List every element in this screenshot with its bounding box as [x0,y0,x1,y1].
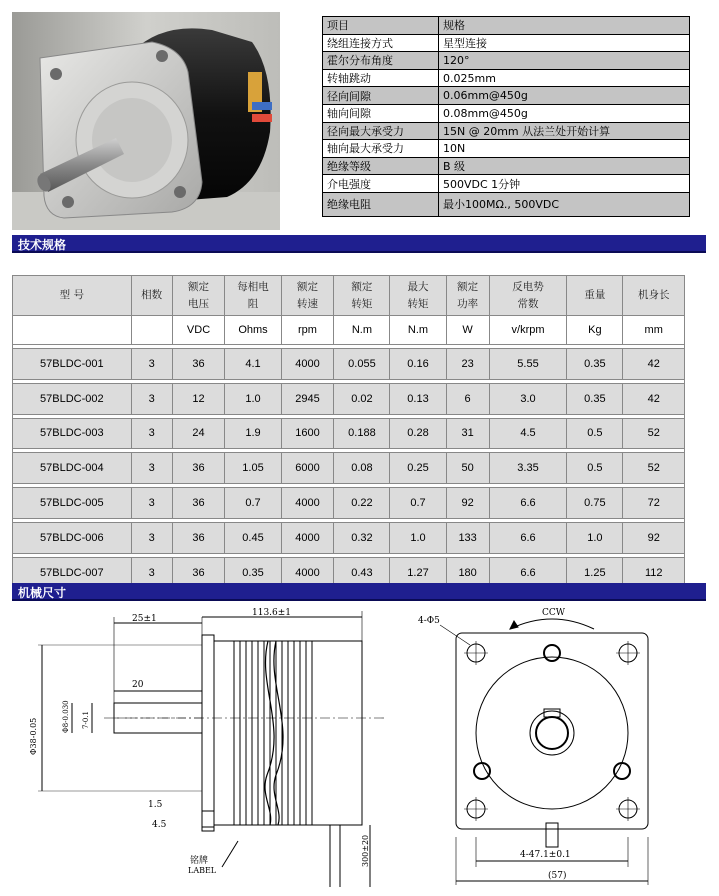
tech-value-cell: 4000 [281,349,334,380]
dim-47: 4-47.1±0.1 [520,850,571,860]
mech-section-header [12,583,706,601]
tech-header-line: 反电势 [512,280,544,293]
tech-value-cell: 36 [172,557,225,588]
tech-header-line: 额定 [351,280,373,293]
dim-7: 7-0.1 [82,711,90,729]
tech-value-cell: 6 [446,383,489,414]
model-cell: 57BLDC-003 [13,418,132,449]
tech-header-cell [489,276,567,316]
tech-value-cell: 72 [623,488,685,519]
tech-data-row [13,522,685,553]
tech-header-line: 常数 [517,297,539,310]
tech-data-row [13,383,685,414]
tech-value-cell: 4000 [281,557,334,588]
tech-header-cell [623,276,685,316]
tech-unit-cell: Ohms [225,316,281,345]
spec-row [323,157,690,175]
spec-row [323,17,690,35]
tech-header-cell [225,276,281,316]
tech-value-cell: 3.35 [489,453,567,484]
tech-unit-cell [131,316,172,345]
tech-unit-cell: N.m [334,316,390,345]
spec-key: 霍尔分布角度 [323,52,439,70]
model-cell: 57BLDC-001 [13,349,132,380]
spec-row [323,87,690,105]
tech-header-line: 转矩 [407,297,429,310]
label-en: LABEL [188,866,217,875]
spec-value: B 级 [439,157,690,175]
tech-header-line: 型 号 [59,289,84,301]
spec-row [323,192,690,216]
tech-data-row [13,453,685,484]
tech-header-line: 机身长 [637,289,670,301]
spec-key: 项目 [323,17,439,35]
tech-header-cell [567,276,623,316]
tech-value-cell: 3 [131,418,172,449]
tech-header-cell [334,276,390,316]
tech-value-cell: 36 [172,349,225,380]
tech-unit-cell: mm [623,316,685,345]
tech-value-cell: 36 [172,453,225,484]
spec-value: 15N @ 20mm 从法兰处开始计算 [439,122,690,140]
spec-row [323,104,690,122]
tech-value-cell: 3 [131,453,172,484]
spec-key: 径向间隙 [323,87,439,105]
tech-value-cell: 3 [131,349,172,380]
tech-value-cell: 0.45 [225,522,281,553]
tech-value-cell: 31 [446,418,489,449]
tech-value-cell: 92 [623,522,685,553]
tech-unit-cell: rpm [281,316,334,345]
tech-value-cell: 4000 [281,522,334,553]
model-cell: 57BLDC-005 [13,488,132,519]
spec-value: 0.08mm@450g [439,104,690,122]
tech-value-cell: 6.6 [489,522,567,553]
tech-value-cell: 1.25 [567,557,623,588]
tech-value-cell: 180 [446,557,489,588]
tech-value-cell: 24 [172,418,225,449]
tech-value-cell: 0.35 [567,383,623,414]
tech-header-line: 电压 [188,297,210,310]
dim-57: (57) [548,871,567,881]
tech-value-cell: 0.28 [390,418,446,449]
tech-value-cell: 0.188 [334,418,390,449]
tech-header-line: 转速 [296,297,318,310]
tech-data-row [13,349,685,380]
tech-value-cell: 0.055 [334,349,390,380]
tech-section-header [12,235,706,253]
tech-value-cell: 0.75 [567,488,623,519]
tech-value-cell: 1.27 [390,557,446,588]
spec-key: 转轴跳动 [323,69,439,87]
spec-table [322,16,690,217]
tech-data-table [12,275,685,589]
tech-value-cell: 0.43 [334,557,390,588]
dim-300: 300±20 [361,834,370,867]
ccw-label: CCW [542,608,566,618]
tech-header-line: 阻 [247,297,259,310]
tech-value-cell: 0.35 [567,349,623,380]
spec-row [323,140,690,158]
tech-value-cell: 1.0 [390,522,446,553]
tech-value-cell: 3.0 [489,383,567,414]
tech-value-cell: 0.16 [390,349,446,380]
tech-header-line: 相数 [141,289,163,301]
tech-value-cell: 0.5 [567,418,623,449]
tech-header-line: 额定 [188,280,210,293]
spec-value: 规格 [439,17,690,35]
tech-value-cell: 5.55 [489,349,567,380]
tech-value-cell: 1600 [281,418,334,449]
tech-unit-cell: v/krpm [489,316,567,345]
tech-value-cell: 3 [131,383,172,414]
tech-value-cell: 36 [172,522,225,553]
spec-value: 星型连接 [439,34,690,52]
model-cell: 57BLDC-002 [13,383,132,414]
dim-25: 25±1 [132,614,157,624]
dim-20: 20 [132,680,144,690]
tech-value-cell: 4000 [281,488,334,519]
tech-header-line: 额定 [296,280,318,293]
tech-value-cell: 12 [172,383,225,414]
dim-d38: Φ38-0.05 [29,717,38,755]
tech-value-cell: 36 [172,488,225,519]
tech-value-cell: 1.9 [225,418,281,449]
tech-value-cell: 52 [623,418,685,449]
tech-header-cell [172,276,225,316]
tech-header-line: 转矩 [351,297,373,310]
tech-section-title: 技术规格 [18,238,67,252]
tech-unit-cell: Kg [567,316,623,345]
tech-value-cell: 0.02 [334,383,390,414]
spec-value: 0.06mm@450g [439,87,690,105]
tech-value-cell: 112 [623,557,685,588]
tech-value-cell: 0.25 [390,453,446,484]
spec-key: 绝缘电阻 [323,192,439,216]
tech-value-cell: 133 [446,522,489,553]
label-cn: 铭牌 [190,856,209,866]
motor-photo [12,12,280,230]
spec-row [323,69,690,87]
tech-value-cell: 52 [623,453,685,484]
tech-value-cell: 1.0 [225,383,281,414]
tech-value-cell: 4.1 [225,349,281,380]
spec-key: 绝缘等级 [323,157,439,175]
spec-key: 径向最大承受力 [323,122,439,140]
tech-unit-cell: W [446,316,489,345]
tech-header-cell [390,276,446,316]
tech-value-cell: 42 [623,349,685,380]
tech-header-cell [13,276,132,316]
tech-unit-cell [13,316,132,345]
tech-value-cell: 1.05 [225,453,281,484]
tech-value-cell: 0.35 [225,557,281,588]
tech-value-cell: 0.5 [567,453,623,484]
tech-value-cell: 23 [446,349,489,380]
spec-key: 轴向间隙 [323,104,439,122]
dim-1-5: 1.5 [148,800,163,810]
spec-value: 120° [439,52,690,70]
spec-row [323,122,690,140]
mech-section-title: 机械尺寸 [18,586,67,600]
front-view-drawing [400,605,706,889]
tech-value-cell: 6.6 [489,488,567,519]
spec-key: 介电强度 [323,175,439,193]
tech-data-row [13,418,685,449]
spec-key: 绕组连接方式 [323,34,439,52]
tech-value-cell: 3 [131,557,172,588]
spec-row [323,52,690,70]
spec-value: 0.025mm [439,69,690,87]
tech-header-cell [281,276,334,316]
model-cell: 57BLDC-007 [13,557,132,588]
tech-value-cell: 0.7 [225,488,281,519]
tech-value-cell: 50 [446,453,489,484]
hole-note: 4-Φ5 [418,616,440,626]
tech-value-cell: 92 [446,488,489,519]
spec-value: 10N [439,140,690,158]
tech-value-cell: 6000 [281,453,334,484]
tech-header-cell [131,276,172,316]
side-view-drawing [12,605,392,889]
tech-data-row [13,488,685,519]
tech-header-line: 每相电 [237,280,269,293]
spec-row [323,175,690,193]
spec-value: 最小100MΩ., 500VDC [439,192,690,216]
tech-header-line: 额定 [457,280,479,293]
dim-4-5: 4.5 [152,820,167,830]
tech-value-cell: 4.5 [489,418,567,449]
dim-113: 113.6±1 [252,608,292,618]
tech-value-cell: 1.0 [567,522,623,553]
tech-unit-cell: N.m [390,316,446,345]
tech-value-cell: 6.6 [489,557,567,588]
tech-header-line: 功率 [457,297,479,310]
model-cell: 57BLDC-004 [13,453,132,484]
tech-value-cell: 3 [131,522,172,553]
tech-value-cell: 0.08 [334,453,390,484]
spec-value: 500VDC 1分钟 [439,175,690,193]
tech-unit-cell: VDC [172,316,225,345]
spec-row [323,34,690,52]
dim-d8: Φ8-0.030 [62,700,70,733]
tech-value-cell: 3 [131,488,172,519]
tech-value-cell: 0.7 [390,488,446,519]
tech-header-line: 最大 [407,280,429,293]
tech-value-cell: 0.22 [334,488,390,519]
spec-key: 轴向最大承受力 [323,140,439,158]
tech-header-cell [446,276,489,316]
tech-value-cell: 2945 [281,383,334,414]
tech-units-row [13,316,685,345]
tech-value-cell: 42 [623,383,685,414]
tech-value-cell: 0.13 [390,383,446,414]
tech-header-line: 重量 [584,289,606,301]
tech-value-cell: 0.32 [334,522,390,553]
model-cell: 57BLDC-006 [13,522,132,553]
